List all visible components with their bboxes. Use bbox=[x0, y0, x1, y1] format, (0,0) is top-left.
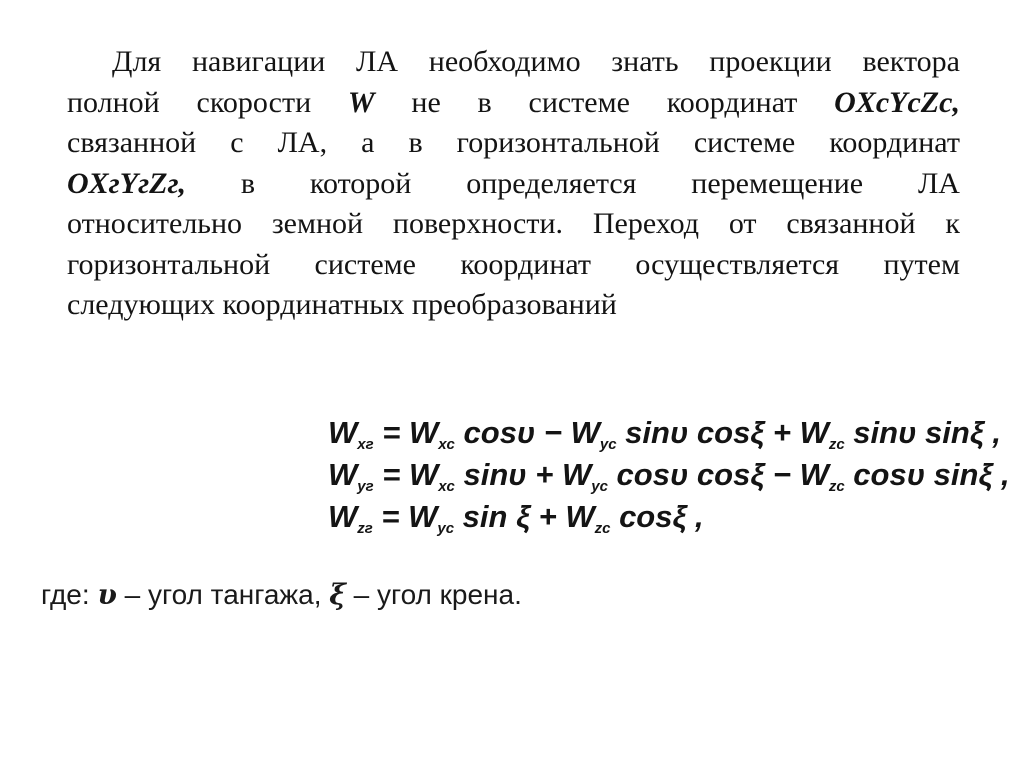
paragraph-word: относительно bbox=[67, 207, 243, 240]
body-paragraph bbox=[67, 42, 960, 326]
paragraph-line bbox=[67, 245, 960, 286]
paragraph-word: горизонтальной bbox=[67, 247, 271, 281]
formula-block bbox=[328, 412, 1010, 538]
paragraph-word: навигации bbox=[191, 45, 326, 78]
paragraph-word: осуществляется bbox=[635, 247, 840, 281]
paragraph-word: координат bbox=[460, 247, 592, 281]
formula-line: $W_{zг} = W_{yc}$ $\sin \xi + W_{zc}$ cosξ , bbox=[328, 499, 704, 537]
paragraph-word: в bbox=[477, 85, 492, 119]
paragraph-word: координат bbox=[829, 126, 960, 159]
paragraph-word: в bbox=[408, 126, 423, 159]
paragraph-word: ЛА bbox=[917, 166, 960, 200]
paragraph-word: а bbox=[361, 126, 375, 159]
paragraph-line bbox=[67, 285, 960, 326]
paragraph-word: знать bbox=[611, 45, 679, 78]
paragraph-line bbox=[67, 164, 960, 205]
paragraph-word: полной bbox=[67, 85, 160, 119]
paragraph-word: системе bbox=[528, 85, 630, 119]
paragraph-word: скорости bbox=[196, 85, 312, 119]
legend-text-pitch: – угол тангажа, bbox=[116, 579, 330, 610]
paragraph-word: связанной bbox=[786, 207, 916, 240]
paragraph-word: горизонтальной bbox=[456, 126, 660, 159]
paragraph-word: поверхности. bbox=[392, 207, 564, 240]
paragraph-word: OXcYcZc, bbox=[834, 85, 960, 119]
paragraph-word: координат bbox=[666, 85, 798, 119]
paragraph-line bbox=[67, 42, 960, 83]
paragraph-word: земной bbox=[271, 207, 364, 240]
paragraph-word: необходимо bbox=[428, 45, 581, 78]
paragraph-word: перемещение bbox=[691, 166, 864, 200]
paragraph-word: с bbox=[230, 126, 244, 159]
legend-symbol-pitch: υ bbox=[97, 578, 117, 611]
paragraph-word: вектора bbox=[862, 45, 960, 78]
paragraph-line bbox=[67, 83, 960, 124]
paragraph-word: системе bbox=[314, 247, 416, 281]
paragraph-word: W bbox=[347, 85, 375, 119]
paragraph-word: путем bbox=[883, 247, 960, 281]
paragraph-word: связанной bbox=[67, 126, 197, 159]
paragraph-word: от bbox=[728, 207, 757, 240]
formula-line: $W_{yг} = W_{xc}$ $\sin\upsilon + W_{yc}$ cosυ $\cos\xi - W_{zc}$ cosυ sinξ , bbox=[328, 457, 1010, 495]
paragraph-word: в bbox=[240, 166, 256, 200]
paragraph-word: ЛА, bbox=[277, 126, 328, 159]
paragraph-word: которой bbox=[309, 166, 412, 200]
paragraph-line bbox=[67, 204, 960, 245]
formula-line: $W_{xг} = W_{xc}$ $\cos\upsilon - W_{yc}$ sinυ $\cos\xi + W_{zc}$ sinυ sinξ , bbox=[328, 415, 1001, 453]
paragraph-word: к bbox=[945, 207, 960, 240]
paragraph-word: не bbox=[411, 85, 441, 119]
paragraph-word: OXгYгZг, bbox=[67, 166, 187, 200]
paragraph-word: следующих координатных преобразований bbox=[67, 288, 617, 321]
legend-line bbox=[41, 578, 522, 611]
legend-prefix: где: bbox=[41, 579, 98, 610]
paragraph-word: определяется bbox=[466, 166, 637, 200]
paragraph-word: проекции bbox=[709, 45, 832, 78]
legend-symbol-roll: ξ bbox=[329, 578, 346, 611]
legend-text-roll: – угол крена. bbox=[345, 579, 522, 610]
paragraph-word: Для bbox=[112, 45, 162, 78]
paragraph-word: Переход bbox=[592, 207, 700, 240]
paragraph-word: системе bbox=[693, 126, 796, 159]
paragraph-line bbox=[67, 123, 960, 164]
paragraph-word: ЛА bbox=[356, 45, 399, 78]
